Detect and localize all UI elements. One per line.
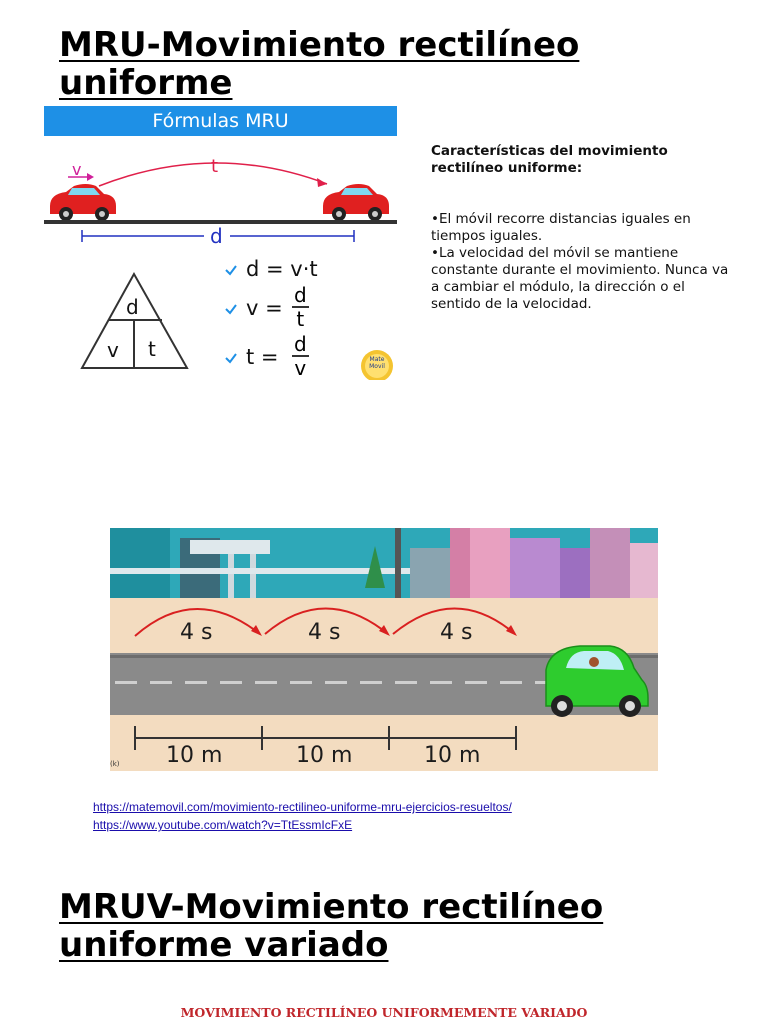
triangle-v: v [107,338,119,362]
formula-t-lhs: t = [246,345,279,369]
formula-v-fraction: $\frac{d}{t}$ [294,283,307,331]
check-icon [226,266,236,274]
mru-street-figure [110,528,658,771]
formulas-banner: Fórmulas MRU [44,106,397,136]
time-label-3: 4 s [440,620,473,645]
triangle-t: t [148,337,156,361]
mru-characteristics [431,143,731,313]
page-title-mru: MRU-Movimiento rectilíneo uniforme [59,25,580,103]
red-car-left-icon [50,184,116,221]
formula-v-lhs: v = [246,296,283,320]
logo-text: Mate Movil [369,356,385,370]
link-matemovil[interactable]: https://matemovil.com/movimiento-rectilineo-uniforme-mru-ejercicios-resueltos/ [93,800,512,814]
distance-label-2: 10 m [296,743,353,768]
check-icon [226,305,236,313]
characteristic-2: •La velocidad del móvil se mantiene constante durante el movimiento. Nunca va a cambiar el módulo, la dirección o el sentido de la velocidad. [431,245,729,312]
time-arc-arrowhead [317,178,327,187]
distance-label-3: 10 m [424,743,481,768]
time-label-1: 4 s [180,620,213,645]
time-label: t [211,156,219,177]
corner-mark: (k) [110,760,120,768]
mruv-figure-caption: MOVIMIENTO RECTILÍNEO UNIFORMEMENTE VARIADO [180,1005,588,1020]
page-title-mruv: MRUV-Movimiento rectilíneo uniforme variado [59,887,604,965]
time-label-2: 4 s [308,620,341,645]
mru-formulas-figure [44,106,397,380]
formula-t-fraction: $\frac{d}{v}$ [294,332,307,380]
triangle-d: d [126,295,139,319]
characteristic-1: •El móvil recorre distancias iguales en tiempos iguales. [431,211,691,244]
distance-label: d [210,224,223,248]
distance-label-1: 10 m [166,743,223,768]
characteristics-heading: Características del movimiento rectilíneo uniforme: [431,143,668,176]
red-car-right-icon [323,184,389,221]
street-drawing [110,528,658,771]
check-icon [226,354,236,362]
link-youtube[interactable]: https://www.youtube.com/watch?v=TtEssmIcFxE [93,818,353,832]
velocity-label: v [72,160,82,179]
formula-d-equals-vt: d = v·t [246,257,318,281]
